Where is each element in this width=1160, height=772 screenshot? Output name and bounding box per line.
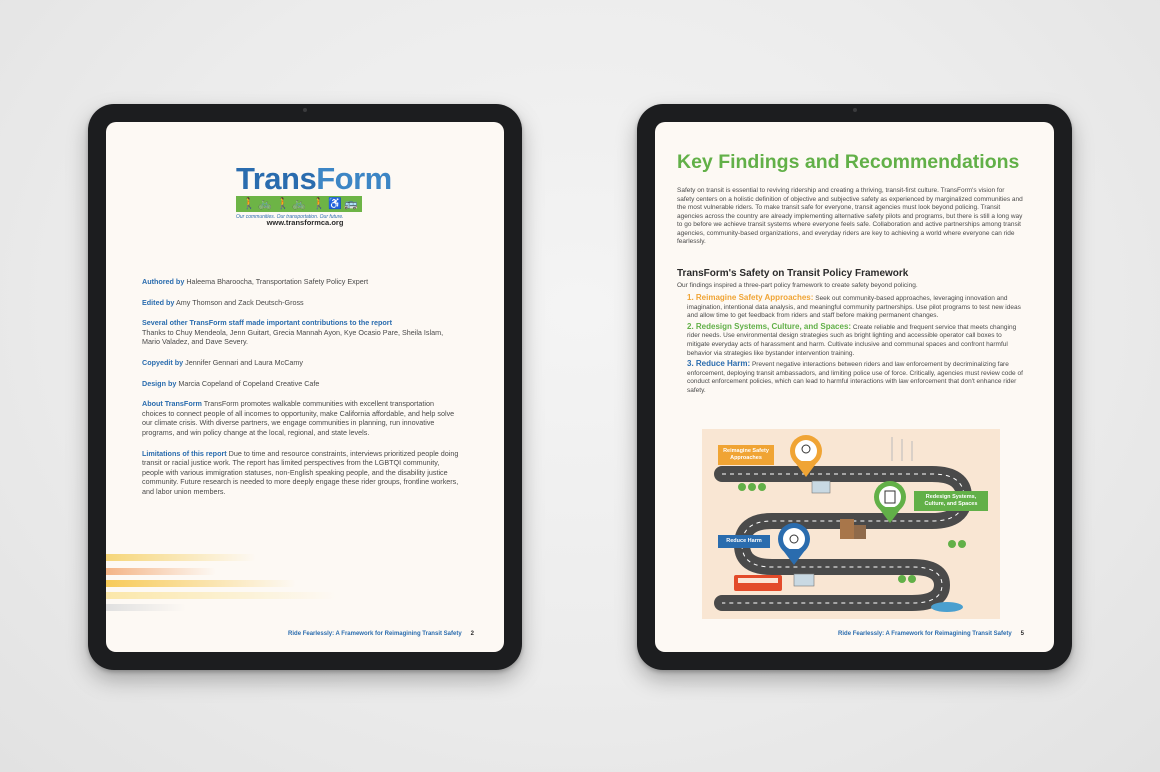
logo-name-trans: Trans	[236, 161, 317, 196]
credit-staff: Several other TransForm staff made important contributions to the report Thanks to Chuy Mendeola, Jenn Guitart, Grecia Mannah Ayon, Kye Ocasio Pare, Sheila Islam, Mario Valadez, and Dave Severy.	[142, 318, 444, 347]
framework-item-reduce-harm: 3. Reduce Harm: Prevent negative interactions between riders and law enforcement by decriminalizing fare enforcement, deploying transit ambassadors, and limiting police use of force. Critically, agencies must review code of conduct enforcement policies, which can lead to harmful interactions with law enforcement that don't enhance rider safety.	[687, 359, 1023, 394]
wheelchair-icon: ♿	[328, 198, 342, 210]
about-transform: About TransForm TransForm promotes walkable communities with excellent transportation choices to connect people of all incomes to opportunity, make California affordable, and help solve our climate crisis. With diverse partners, we engage communities in planning, run innovative programs, and win policy change at the local, regional, and state levels.	[142, 399, 455, 437]
bicycle-icon: 🚲	[292, 198, 306, 210]
transform-logo	[236, 161, 392, 220]
logo-name-form: Form	[316, 161, 392, 196]
page-number: 2	[470, 631, 474, 637]
logo-people-strip	[236, 196, 362, 212]
page-footer	[288, 631, 474, 637]
tablet-right	[637, 104, 1072, 670]
camera-dot	[853, 108, 857, 112]
intro-paragraph: Safety on transit is essential to reviving ridership and creating a thriving, transit-first culture. TransForm's vision for safety centers on a holistic definition of objective and subjective safety as experienced by marginalized communities and the most vulnerable riders. To make transit safe for everyone, transit agencies must look beyond policing. Transit agencies across the country are already implementing alternative safety pilots and programs, but there is still a long way to go before we achieve transit systems where everyone feels safe. Collaboration and active partnerships among transit agencies, community-based organizations, and everyday riders are key to achieving a world where everyone can ride fearlessly.	[677, 187, 1023, 245]
framework-item-reimagine: 1. Reimagine Safety Approaches: Seek out community-based approaches, leveraging innovation and imagination, intentional data analysis, and meaningful community partnerships. Use pilot programs to test new ideas and allow time to get feedback from riders and staff before making permanent changes.	[687, 293, 1021, 320]
walker-icon: 🚶	[242, 198, 256, 210]
framework-list	[687, 294, 1023, 398]
label-reduce-harm: Reduce Harm	[718, 535, 770, 548]
footer-title: Ride Fearlessly: A Framework for Reimagining Transit Safety	[838, 631, 1012, 637]
walker-icon: 🚶	[312, 198, 326, 210]
website-url[interactable]: www.transformca.org	[266, 218, 344, 227]
credit-design: Design by Marcia Copeland of Copeland Creative Cafe	[142, 378, 320, 388]
footer-title: Ride Fearlessly: A Framework for Reimagining Transit Safety	[288, 631, 462, 637]
report-page-2	[106, 122, 504, 652]
bicycle-icon: 🚲	[258, 198, 272, 210]
credit-authored: Authored by Haleema Bharoocha, Transportation Safety Policy Expert	[142, 277, 369, 286]
report-limitations: Limitations of this report Due to time and resource constraints, interviews prioritized people doing transit or racial justice work. The report has limited perspectives from the LGBTQI community, people with various immigration statuses, non-English speaking people, and the disability justice community. Future research is needed to more deeply engage these rider groups, frontline workers, and labor union members.	[142, 448, 459, 496]
page-title: Key Findings and Recommendations	[677, 151, 1020, 173]
camera-dot	[303, 108, 307, 112]
label-redesign: Redesign Systems, Culture, and Spaces	[914, 491, 988, 511]
label-reimagine: Reimagine Safety Approaches	[718, 445, 774, 465]
report-page-5	[655, 122, 1054, 652]
credit-copyedit: Copyedit by Jennifer Gennari and Laura McCamy	[142, 357, 303, 367]
credits-section	[142, 277, 460, 508]
walker-icon: 🚶	[276, 198, 290, 210]
decorative-stripes	[106, 554, 346, 614]
tablet-left	[88, 104, 522, 670]
page-footer	[838, 631, 1024, 637]
page-number: 5	[1020, 631, 1024, 637]
framework-heading: TransForm's Safety on Transit Policy Framework	[677, 268, 909, 279]
winding-road-illustration	[702, 429, 1000, 619]
framework-lead: Our findings inspired a three-part policy framework to create safety beyond policing.	[677, 282, 918, 289]
bus-icon: 🚌	[344, 198, 358, 210]
credit-edited: Edited by Amy Thomson and Zack Deutsch-Gross	[142, 297, 304, 307]
framework-item-redesign: 2. Redesign Systems, Culture, and Spaces: Create reliable and frequent service that meets changing rider needs. Use environmental design strategies such as bright lighting and accessible operator call boxes to mitigate everyday acts of harassment and harm. Cultivate inclusive and communal spaces and confront harmful behavior via strategies like bystander intervention training.	[687, 321, 1017, 357]
logo-tagline: Our communities. Our transportation. Our future.	[236, 214, 344, 220]
